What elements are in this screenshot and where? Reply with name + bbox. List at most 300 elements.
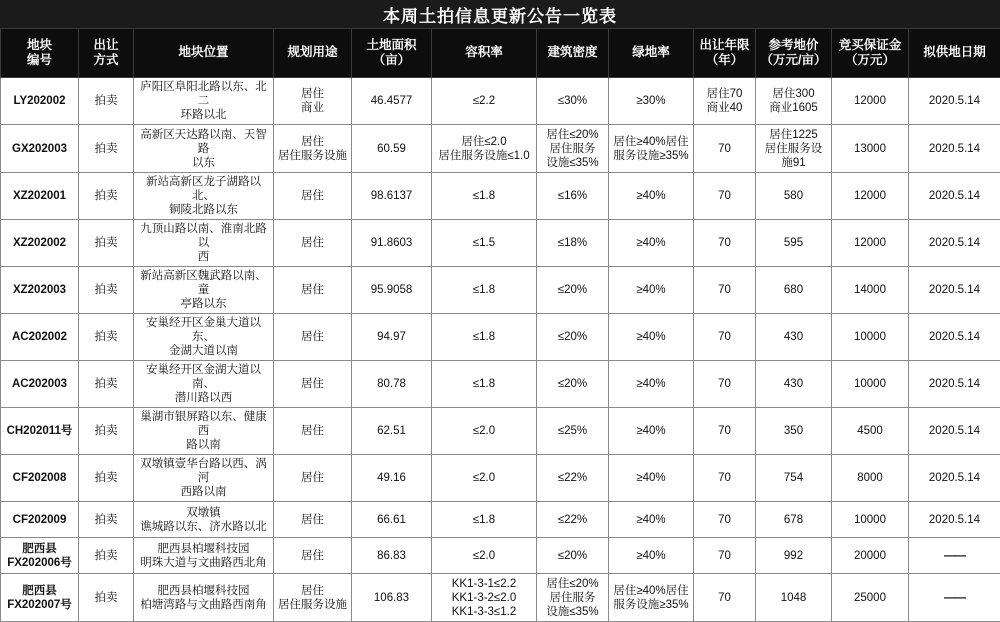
cell-location xyxy=(134,173,274,220)
cell-area-line: 86.83 xyxy=(354,549,429,563)
cell-location xyxy=(134,125,274,173)
cell-area xyxy=(352,502,432,538)
cell-usage xyxy=(274,538,352,574)
cell-deposit xyxy=(832,574,909,622)
cell-code-line: CF202008 xyxy=(3,471,76,485)
cell-code[interactable] xyxy=(1,173,79,220)
cell-density-line: ≤20% xyxy=(539,283,606,297)
cell-years xyxy=(694,574,756,622)
cell-date xyxy=(909,314,1000,361)
cell-green xyxy=(609,502,694,538)
cell-code[interactable] xyxy=(1,502,79,538)
cell-method-line: 拍卖 xyxy=(81,471,131,485)
col-header-deposit-line2: （万元） xyxy=(834,53,906,68)
cell-date-line: 2020.5.14 xyxy=(911,471,998,485)
cell-code[interactable] xyxy=(1,361,79,408)
cell-deposit xyxy=(832,125,909,173)
cell-years-line: 70 xyxy=(696,330,753,344)
cell-price xyxy=(756,361,832,408)
cell-date-line: —— xyxy=(911,549,998,563)
cell-green xyxy=(609,361,694,408)
col-header-green-line1: 绿地率 xyxy=(611,45,691,60)
cell-location-line: 安巢经开区金湖大道以南、 xyxy=(136,363,271,391)
cell-green xyxy=(609,538,694,574)
cell-location-line: 双墩镇壹华台路以西、涡河 xyxy=(136,457,271,485)
cell-deposit-line: 25000 xyxy=(834,591,906,605)
cell-years xyxy=(694,538,756,574)
cell-usage-line: 居住 xyxy=(276,330,349,344)
col-header-method-line1: 出让 xyxy=(81,38,131,53)
cell-density-line: 居住≤20% xyxy=(539,577,606,591)
cell-method xyxy=(79,267,134,314)
cell-usage-line: 居住 xyxy=(276,584,349,598)
cell-method xyxy=(79,361,134,408)
cell-area-line: 98.6137 xyxy=(354,189,429,203)
cell-location xyxy=(134,502,274,538)
cell-area-line: 60.59 xyxy=(354,142,429,156)
table-header xyxy=(1,29,1000,78)
cell-green-line: ≥40% xyxy=(611,189,691,203)
col-header-usage xyxy=(274,29,352,78)
cell-deposit-line: 10000 xyxy=(834,330,906,344)
cell-green-line: ≥30% xyxy=(611,94,691,108)
cell-date-line: 2020.5.14 xyxy=(911,236,998,250)
cell-price xyxy=(756,314,832,361)
cell-date xyxy=(909,78,1000,125)
cell-density xyxy=(537,408,609,455)
cell-years xyxy=(694,502,756,538)
cell-price-line: 居住服务设 xyxy=(758,142,829,156)
cell-date-line: 2020.5.14 xyxy=(911,424,998,438)
cell-far-line: ≤1.8 xyxy=(434,513,534,527)
cell-usage-line: 居住服务设施 xyxy=(276,598,349,612)
cell-method-line: 拍卖 xyxy=(81,424,131,438)
cell-density-line: 居住≤20% xyxy=(539,128,606,142)
cell-method xyxy=(79,173,134,220)
cell-usage-line: 居住 xyxy=(276,236,349,250)
cell-green xyxy=(609,408,694,455)
cell-far-line: ≤2.0 xyxy=(434,549,534,563)
cell-date xyxy=(909,574,1000,622)
cell-price-line: 430 xyxy=(758,377,829,391)
cell-density xyxy=(537,267,609,314)
cell-method xyxy=(79,78,134,125)
cell-density xyxy=(537,574,609,622)
col-header-location-line1: 地块位置 xyxy=(136,45,271,60)
cell-years-line: 70 xyxy=(696,549,753,563)
cell-location xyxy=(134,361,274,408)
cell-area xyxy=(352,173,432,220)
cell-usage-line: 居住 xyxy=(276,549,349,563)
col-header-green xyxy=(609,29,694,78)
cell-code[interactable] xyxy=(1,314,79,361)
cell-far-line: ≤1.5 xyxy=(434,236,534,250)
cell-area-line: 94.97 xyxy=(354,330,429,344)
cell-far xyxy=(432,125,537,173)
cell-green-line: ≥40% xyxy=(611,330,691,344)
cell-density-line: ≤25% xyxy=(539,424,606,438)
cell-location xyxy=(134,267,274,314)
cell-green xyxy=(609,78,694,125)
cell-method-line: 拍卖 xyxy=(81,591,131,605)
cell-area-line: 49.16 xyxy=(354,471,429,485)
cell-usage-line: 居住 xyxy=(276,87,349,101)
cell-green xyxy=(609,220,694,267)
col-header-far xyxy=(432,29,537,78)
cell-price xyxy=(756,173,832,220)
cell-method xyxy=(79,574,134,622)
cell-code[interactable] xyxy=(1,125,79,173)
cell-far-line: ≤1.8 xyxy=(434,283,534,297)
cell-location-line: 亭路以东 xyxy=(136,297,271,311)
cell-years-line: 70 xyxy=(696,377,753,391)
cell-area xyxy=(352,125,432,173)
cell-years-line: 商业40 xyxy=(696,101,753,115)
cell-green xyxy=(609,173,694,220)
cell-location-line: 庐阳区阜阳北路以东、北二 xyxy=(136,80,271,108)
cell-far-line: ≤2.2 xyxy=(434,94,534,108)
cell-method xyxy=(79,125,134,173)
cell-date xyxy=(909,538,1000,574)
cell-far xyxy=(432,361,537,408)
cell-date-line: —— xyxy=(911,591,998,605)
cell-price-line: 350 xyxy=(758,424,829,438)
col-header-deposit-line1: 竞买保证金 xyxy=(834,38,906,53)
cell-location-line: 金湖大道以南 xyxy=(136,344,271,358)
cell-area xyxy=(352,220,432,267)
table-row xyxy=(1,361,1000,408)
cell-code-line: XZ202002 xyxy=(3,236,76,250)
table-row xyxy=(1,78,1000,125)
cell-price-line: 680 xyxy=(758,283,829,297)
cell-location-line: 巢湖市银屏路以东、健康西 xyxy=(136,410,271,438)
cell-years xyxy=(694,78,756,125)
cell-location-line: 肥西县柏堰科技园 xyxy=(136,542,271,556)
cell-usage xyxy=(274,78,352,125)
cell-date-line: 2020.5.14 xyxy=(911,94,998,108)
cell-density-line: 居住服务 xyxy=(539,591,606,605)
cell-date xyxy=(909,361,1000,408)
cell-density xyxy=(537,502,609,538)
col-header-location xyxy=(134,29,274,78)
cell-density-line: ≤30% xyxy=(539,94,606,108)
cell-location-line: 新站高新区魏武路以南、童 xyxy=(136,269,271,297)
cell-price-line: 1048 xyxy=(758,591,829,605)
cell-area xyxy=(352,455,432,502)
cell-area-line: 80.78 xyxy=(354,377,429,391)
cell-density xyxy=(537,78,609,125)
cell-area xyxy=(352,574,432,622)
cell-price-line: 595 xyxy=(758,236,829,250)
cell-density xyxy=(537,538,609,574)
cell-deposit-line: 20000 xyxy=(834,549,906,563)
col-header-far-line1: 容积率 xyxy=(434,45,534,60)
cell-location-line: 西路以南 xyxy=(136,485,271,499)
cell-code-line: 肥西县 xyxy=(3,584,76,598)
cell-years-line: 70 xyxy=(696,424,753,438)
cell-deposit-line: 12000 xyxy=(834,236,906,250)
cell-usage xyxy=(274,125,352,173)
cell-code-line: XZ202001 xyxy=(3,189,76,203)
cell-usage xyxy=(274,173,352,220)
cell-method-line: 拍卖 xyxy=(81,142,131,156)
cell-location xyxy=(134,538,274,574)
cell-date xyxy=(909,125,1000,173)
cell-method-line: 拍卖 xyxy=(81,94,131,108)
cell-price-line: 商业1605 xyxy=(758,101,829,115)
cell-price xyxy=(756,125,832,173)
cell-far xyxy=(432,173,537,220)
cell-method-line: 拍卖 xyxy=(81,377,131,391)
cell-price-line: 754 xyxy=(758,471,829,485)
cell-density xyxy=(537,220,609,267)
cell-code-line: XZ202003 xyxy=(3,283,76,297)
cell-years xyxy=(694,361,756,408)
cell-deposit-line: 4500 xyxy=(834,424,906,438)
cell-green-line: ≥40% xyxy=(611,424,691,438)
cell-usage xyxy=(274,574,352,622)
col-header-code-line1: 地块 xyxy=(3,38,76,53)
cell-density xyxy=(537,455,609,502)
table-row xyxy=(1,314,1000,361)
cell-green-line: ≥40% xyxy=(611,283,691,297)
cell-deposit xyxy=(832,78,909,125)
cell-usage-line: 居住 xyxy=(276,377,349,391)
cell-far-line: KK1-3-2≤2.0 xyxy=(434,591,534,605)
cell-density-line: 设施≤35% xyxy=(539,605,606,619)
table-row xyxy=(1,220,1000,267)
cell-deposit xyxy=(832,361,909,408)
cell-price-line: 992 xyxy=(758,549,829,563)
cell-density-line: ≤18% xyxy=(539,236,606,250)
cell-price xyxy=(756,455,832,502)
col-header-years-line1: 出让年限 xyxy=(696,38,753,53)
cell-deposit xyxy=(832,408,909,455)
cell-method-line: 拍卖 xyxy=(81,549,131,563)
cell-far xyxy=(432,78,537,125)
cell-location xyxy=(134,408,274,455)
cell-far xyxy=(432,574,537,622)
cell-date xyxy=(909,220,1000,267)
cell-method xyxy=(79,408,134,455)
cell-density-line: ≤16% xyxy=(539,189,606,203)
cell-code[interactable] xyxy=(1,574,79,622)
cell-area-line: 95.9058 xyxy=(354,283,429,297)
cell-location-line: 双墩镇 xyxy=(136,506,271,520)
cell-price-line: 430 xyxy=(758,330,829,344)
cell-area xyxy=(352,361,432,408)
cell-years xyxy=(694,314,756,361)
table-row xyxy=(1,455,1000,502)
cell-density xyxy=(537,125,609,173)
cell-far-line: 居住服务设施≤1.0 xyxy=(434,149,534,163)
cell-far xyxy=(432,267,537,314)
cell-price-line: 居住300 xyxy=(758,87,829,101)
cell-location-line: 西 xyxy=(136,250,271,264)
col-header-date-line1: 拟供地日期 xyxy=(911,45,998,60)
cell-far xyxy=(432,455,537,502)
cell-code[interactable] xyxy=(1,538,79,574)
table-row xyxy=(1,408,1000,455)
cell-usage-line: 居住 xyxy=(276,283,349,297)
cell-area xyxy=(352,267,432,314)
cell-density-line: ≤22% xyxy=(539,471,606,485)
cell-years-line: 70 xyxy=(696,142,753,156)
cell-density xyxy=(537,173,609,220)
cell-green xyxy=(609,574,694,622)
cell-code[interactable] xyxy=(1,408,79,455)
cell-years-line: 70 xyxy=(696,591,753,605)
cell-density-line: ≤20% xyxy=(539,377,606,391)
table-body xyxy=(1,78,1000,622)
col-header-usage-line1: 规划用途 xyxy=(276,45,349,60)
cell-green xyxy=(609,267,694,314)
cell-usage xyxy=(274,455,352,502)
col-header-years xyxy=(694,29,756,78)
cell-deposit xyxy=(832,173,909,220)
header-row xyxy=(1,29,1000,78)
cell-deposit-line: 8000 xyxy=(834,471,906,485)
cell-far-line: ≤2.0 xyxy=(434,424,534,438)
cell-date xyxy=(909,502,1000,538)
cell-price-line: 580 xyxy=(758,189,829,203)
table-row xyxy=(1,574,1000,622)
cell-usage xyxy=(274,220,352,267)
cell-price xyxy=(756,78,832,125)
cell-location-line: 以东 xyxy=(136,156,271,170)
cell-density xyxy=(537,314,609,361)
cell-location xyxy=(134,574,274,622)
cell-date xyxy=(909,408,1000,455)
cell-years xyxy=(694,408,756,455)
cell-code[interactable] xyxy=(1,220,79,267)
cell-area-line: 91.8603 xyxy=(354,236,429,250)
cell-location xyxy=(134,314,274,361)
col-header-area-line1: 土地面积 xyxy=(354,38,429,53)
cell-density xyxy=(537,361,609,408)
cell-date-line: 2020.5.14 xyxy=(911,283,998,297)
cell-location-line: 高新区天达路以南、天智路 xyxy=(136,128,271,156)
cell-deposit-line: 13000 xyxy=(834,142,906,156)
cell-price xyxy=(756,574,832,622)
table-row xyxy=(1,125,1000,173)
cell-deposit-line: 10000 xyxy=(834,513,906,527)
cell-code-line: CH202011号 xyxy=(3,424,76,438)
cell-code[interactable] xyxy=(1,78,79,125)
cell-usage-line: 居住 xyxy=(276,513,349,527)
cell-location-line: 路以南 xyxy=(136,438,271,452)
cell-code-line: AC202002 xyxy=(3,330,76,344)
cell-deposit-line: 12000 xyxy=(834,189,906,203)
cell-date-line: 2020.5.14 xyxy=(911,513,998,527)
cell-years-line: 70 xyxy=(696,283,753,297)
cell-area-line: 62.51 xyxy=(354,424,429,438)
cell-usage xyxy=(274,408,352,455)
cell-price xyxy=(756,220,832,267)
cell-far xyxy=(432,502,537,538)
cell-usage xyxy=(274,267,352,314)
cell-code-line: AC202003 xyxy=(3,377,76,391)
cell-date-line: 2020.5.14 xyxy=(911,142,998,156)
col-header-years-line2: （年） xyxy=(696,53,753,68)
cell-green-line: ≥40% xyxy=(611,471,691,485)
cell-location xyxy=(134,455,274,502)
cell-code[interactable] xyxy=(1,267,79,314)
cell-method xyxy=(79,538,134,574)
cell-far-line: ≤1.8 xyxy=(434,189,534,203)
cell-usage-line: 居住 xyxy=(276,471,349,485)
cell-method-line: 拍卖 xyxy=(81,330,131,344)
cell-green-line: ≥40% xyxy=(611,236,691,250)
cell-price-line: 居住1225 xyxy=(758,128,829,142)
cell-date-line: 2020.5.14 xyxy=(911,377,998,391)
col-header-density xyxy=(537,29,609,78)
table-row xyxy=(1,538,1000,574)
cell-far-line: 居住≤2.0 xyxy=(434,135,534,149)
cell-price xyxy=(756,267,832,314)
cell-deposit-line: 12000 xyxy=(834,94,906,108)
col-header-date xyxy=(909,29,1000,78)
page-title: 本周土拍信息更新公告一览表 xyxy=(0,0,1000,28)
cell-far-line: KK1-3-3≤1.2 xyxy=(434,605,534,619)
cell-years xyxy=(694,173,756,220)
cell-code[interactable] xyxy=(1,455,79,502)
cell-code-line: 肥西县 xyxy=(3,542,76,556)
cell-price xyxy=(756,538,832,574)
cell-location-line: 环路以北 xyxy=(136,108,271,122)
cell-date xyxy=(909,173,1000,220)
cell-far-line: KK1-3-1≤2.2 xyxy=(434,577,534,591)
cell-far-line: ≤1.8 xyxy=(434,377,534,391)
cell-location-line: 铜陵北路以东 xyxy=(136,203,271,217)
cell-years-line: 70 xyxy=(696,189,753,203)
cell-area-line: 46.4577 xyxy=(354,94,429,108)
cell-area xyxy=(352,314,432,361)
cell-green-line: 居住≥40%居住 xyxy=(611,584,691,598)
cell-usage xyxy=(274,502,352,538)
cell-area xyxy=(352,78,432,125)
col-header-method-line2: 方式 xyxy=(81,53,131,68)
cell-location-line: 肥西县柏堰科技园 xyxy=(136,584,271,598)
cell-density-line: 设施≤35% xyxy=(539,156,606,170)
cell-location-line: 九顶山路以南、淮南北路以 xyxy=(136,222,271,250)
cell-usage xyxy=(274,314,352,361)
cell-date-line: 2020.5.14 xyxy=(911,330,998,344)
cell-code-line: FX202006号 xyxy=(3,556,76,570)
table-row xyxy=(1,267,1000,314)
cell-usage-line: 居住 xyxy=(276,189,349,203)
col-header-price xyxy=(756,29,832,78)
col-header-area xyxy=(352,29,432,78)
cell-price xyxy=(756,408,832,455)
cell-deposit xyxy=(832,314,909,361)
col-header-deposit xyxy=(832,29,909,78)
cell-area xyxy=(352,408,432,455)
cell-density-line: ≤20% xyxy=(539,330,606,344)
cell-usage-line: 居住 xyxy=(276,135,349,149)
cell-deposit xyxy=(832,455,909,502)
col-header-price-line2: （万元/亩） xyxy=(758,53,829,68)
cell-method xyxy=(79,502,134,538)
cell-green xyxy=(609,125,694,173)
cell-method-line: 拍卖 xyxy=(81,283,131,297)
cell-area-line: 66.61 xyxy=(354,513,429,527)
cell-method-line: 拍卖 xyxy=(81,513,131,527)
cell-deposit-line: 10000 xyxy=(834,377,906,391)
cell-location-line: 新站高新区龙子湖路以北、 xyxy=(136,175,271,203)
cell-deposit xyxy=(832,267,909,314)
land-auction-table xyxy=(0,28,1000,622)
